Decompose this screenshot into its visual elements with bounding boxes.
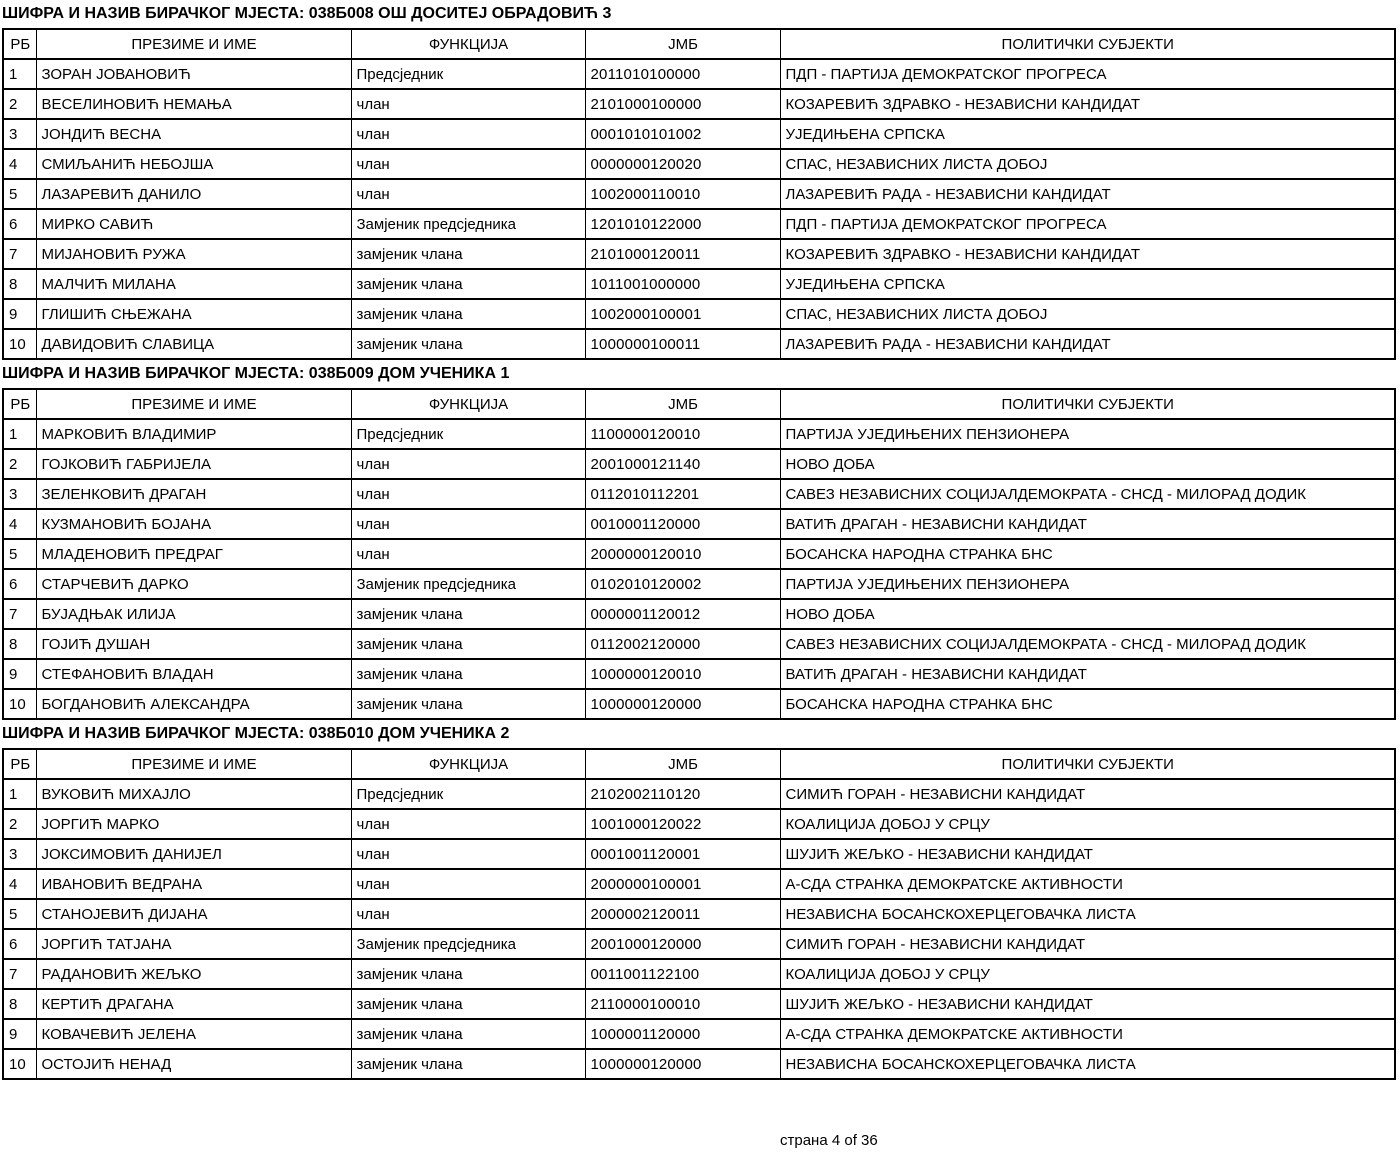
cell-function: замјеник члана — [351, 689, 585, 719]
cell-function: члан — [351, 119, 585, 149]
table-row — [3, 539, 1395, 569]
cell-person-name: ЈОРГИЋ ТАТЈАНА — [36, 929, 351, 959]
jmb-redacted-value: 2001000121140 — [590, 455, 701, 473]
cell-ordinal: 2 — [3, 809, 36, 839]
cell-jmb — [585, 269, 780, 299]
cell-jmb — [585, 419, 780, 449]
cell-ordinal: 10 — [3, 1049, 36, 1079]
cell-political-subject: ШУЈИЋ ЖЕЉКО - НЕЗАВИСНИ КАНДИДАТ — [780, 839, 1395, 869]
jmb-redacted-value: 1000001120000 — [590, 1025, 701, 1043]
cell-ordinal: 9 — [3, 659, 36, 689]
table-row — [3, 1019, 1395, 1049]
cell-person-name: КУЗМАНОВИЋ БОЈАНА — [36, 509, 351, 539]
cell-jmb — [585, 629, 780, 659]
table-row — [3, 629, 1395, 659]
cell-function: Предсједник — [351, 779, 585, 809]
cell-function: замјеник члана — [351, 659, 585, 689]
cell-person-name: СТЕФАНОВИЋ ВЛАДАН — [36, 659, 351, 689]
cell-function: члан — [351, 539, 585, 569]
jmb-redacted-value: 1000000120000 — [590, 1055, 702, 1073]
cell-person-name: РАДАНОВИЋ ЖЕЉКО — [36, 959, 351, 989]
jmb-redacted-value: 2000002120011 — [590, 905, 701, 923]
cell-jmb — [585, 509, 780, 539]
cell-ordinal: 3 — [3, 839, 36, 869]
cell-ordinal: 10 — [3, 329, 36, 359]
cell-person-name: ЈОКСИМОВИЋ ДАНИЈЕЛ — [36, 839, 351, 869]
cell-political-subject: УЈЕДИЊЕНА СРПСКА — [780, 119, 1395, 149]
cell-ordinal: 8 — [3, 629, 36, 659]
table-header-row — [3, 389, 1395, 419]
cell-political-subject: ВАТИЋ ДРАГАН - НЕЗАВИСНИ КАНДИДАТ — [780, 509, 1395, 539]
column-header: ПОЛИТИЧКИ СУБЈЕКТИ — [780, 749, 1395, 779]
cell-ordinal: 6 — [3, 929, 36, 959]
cell-function: замјеник члана — [351, 329, 585, 359]
jmb-redacted-value: 0011001122100 — [590, 965, 700, 983]
cell-function: члан — [351, 479, 585, 509]
sections-container — [2, 0, 1400, 1080]
cell-jmb — [585, 329, 780, 359]
cell-person-name: ЗЕЛЕНКОВИЋ ДРАГАН — [36, 479, 351, 509]
cell-jmb — [585, 299, 780, 329]
column-header: ФУНКЦИЈА — [351, 749, 585, 779]
table-row — [3, 179, 1395, 209]
column-header: РБ — [3, 29, 36, 59]
table-row — [3, 599, 1395, 629]
cell-political-subject: НЕЗАВИСНА БОСАНСКОХЕРЦЕГОВАЧКА ЛИСТА — [780, 1049, 1395, 1079]
cell-person-name: МИЈАНОВИЋ РУЖА — [36, 239, 351, 269]
cell-person-name: БОГДАНОВИЋ АЛЕКСАНДРА — [36, 689, 351, 719]
cell-political-subject: НОВО ДОБА — [780, 599, 1395, 629]
jmb-redacted-value: 1002000100001 — [590, 305, 702, 323]
table-row — [3, 119, 1395, 149]
table-row — [3, 509, 1395, 539]
cell-ordinal: 4 — [3, 509, 36, 539]
cell-ordinal: 3 — [3, 479, 36, 509]
table-row — [3, 689, 1395, 719]
cell-function: члан — [351, 869, 585, 899]
jmb-redacted-value: 1002000110010 — [590, 185, 701, 203]
cell-person-name: СТАРЧЕВИЋ ДАРКО — [36, 569, 351, 599]
jmb-redacted-value: 1000000120010 — [590, 665, 702, 683]
cell-jmb — [585, 209, 780, 239]
jmb-redacted-value: 2011010100000 — [590, 65, 701, 83]
cell-ordinal: 8 — [3, 989, 36, 1019]
cell-ordinal: 5 — [3, 899, 36, 929]
jmb-redacted-value: 1000000100011 — [590, 335, 701, 353]
cell-person-name: ГОЈКОВИЋ ГАБРИЈЕЛА — [36, 449, 351, 479]
column-header: ПОЛИТИЧКИ СУБЈЕКТИ — [780, 29, 1395, 59]
cell-jmb — [585, 899, 780, 929]
cell-function: члан — [351, 899, 585, 929]
cell-jmb — [585, 149, 780, 179]
table-header-row — [3, 749, 1395, 779]
table-row — [3, 569, 1395, 599]
table-row — [3, 239, 1395, 269]
cell-person-name: СТАНОЈЕВИЋ ДИЈАНА — [36, 899, 351, 929]
cell-political-subject: КОАЛИЦИЈА ДОБОЈ У СРЦУ — [780, 959, 1395, 989]
cell-political-subject: БОСАНСКА НАРОДНА СТРАНКА БНС — [780, 539, 1395, 569]
cell-ordinal: 1 — [3, 419, 36, 449]
cell-person-name: ИВАНОВИЋ ВЕДРАНА — [36, 869, 351, 899]
cell-jmb — [585, 539, 780, 569]
cell-ordinal: 7 — [3, 599, 36, 629]
cell-function: Замјеник предсједника — [351, 929, 585, 959]
table-row — [3, 809, 1395, 839]
cell-function: члан — [351, 179, 585, 209]
column-header: ЈМБ — [585, 389, 780, 419]
cell-function: Предсједник — [351, 59, 585, 89]
polling-station-section — [2, 0, 1400, 360]
jmb-redacted-value: 2110000100010 — [590, 995, 701, 1013]
column-header: ФУНКЦИЈА — [351, 389, 585, 419]
cell-ordinal: 9 — [3, 299, 36, 329]
cell-political-subject: СПАС, НЕЗАВИСНИХ ЛИСТА ДОБОЈ — [780, 149, 1395, 179]
cell-political-subject: ЛАЗАРЕВИЋ РАДА - НЕЗАВИСНИ КАНДИДАТ — [780, 179, 1395, 209]
jmb-redacted-value: 2001000120000 — [590, 935, 702, 953]
polling-station-title: ШИФРА И НАЗИВ БИРАЧКОГ МЈЕСТА: 038Б010 ДОМ УЧЕНИКА 2 — [2, 725, 510, 742]
jmb-redacted-value: 0000001120012 — [590, 605, 701, 623]
cell-function: члан — [351, 809, 585, 839]
polling-station-title: ШИФРА И НАЗИВ БИРАЧКОГ МЈЕСТА: 038Б008 ОШ ДОСИТЕЈ ОБРАДОВИЋ 3 — [2, 5, 612, 22]
table-row — [3, 59, 1395, 89]
cell-ordinal: 7 — [3, 959, 36, 989]
cell-political-subject: ПДП - ПАРТИЈА ДЕМОКРАТСКОГ ПРОГРЕСА — [780, 209, 1395, 239]
jmb-redacted-value: 1000000120000 — [590, 695, 702, 713]
cell-jmb — [585, 1049, 780, 1079]
cell-jmb — [585, 959, 780, 989]
jmb-redacted-value: 0112010112201 — [590, 485, 700, 503]
cell-function: замјеник члана — [351, 269, 585, 299]
cell-person-name: ВЕСЕЛИНОВИЋ НЕМАЊА — [36, 89, 351, 119]
cell-political-subject: ПДП - ПАРТИЈА ДЕМОКРАТСКОГ ПРОГРЕСА — [780, 59, 1395, 89]
cell-political-subject: САВЕЗ НЕЗАВИСНИХ СОЦИЈАЛДЕМОКРАТА - СНСД - МИЛОРАД ДОДИК — [780, 629, 1395, 659]
cell-political-subject: НЕЗАВИСНА БОСАНСКОХЕРЦЕГОВАЧКА ЛИСТА — [780, 899, 1395, 929]
cell-political-subject: ПАРТИЈА УЈЕДИЊЕНИХ ПЕНЗИОНЕРА — [780, 419, 1395, 449]
cell-jmb — [585, 779, 780, 809]
cell-political-subject: БОСАНСКА НАРОДНА СТРАНКА БНС — [780, 689, 1395, 719]
committee-table — [2, 28, 1396, 360]
cell-jmb — [585, 839, 780, 869]
committee-table — [2, 388, 1396, 720]
page-footer: страна 4 of 36 — [780, 1132, 878, 1149]
cell-jmb — [585, 599, 780, 629]
cell-jmb — [585, 929, 780, 959]
column-header: РБ — [3, 749, 36, 779]
cell-political-subject: ВАТИЋ ДРАГАН - НЕЗАВИСНИ КАНДИДАТ — [780, 659, 1395, 689]
committee-table — [2, 748, 1396, 1080]
cell-political-subject: СИМИЋ ГОРАН - НЕЗАВИСНИ КАНДИДАТ — [780, 929, 1395, 959]
cell-ordinal: 10 — [3, 689, 36, 719]
cell-jmb — [585, 239, 780, 269]
cell-political-subject: А-СДА СТРАНКА ДЕМОКРАТСКЕ АКТИВНОСТИ — [780, 1019, 1395, 1049]
cell-person-name: ЈОРГИЋ МАРКО — [36, 809, 351, 839]
cell-person-name: ГЛИШИЋ СЊЕЖАНА — [36, 299, 351, 329]
cell-person-name: МАРКОВИЋ ВЛАДИМИР — [36, 419, 351, 449]
cell-political-subject: СИМИЋ ГОРАН - НЕЗАВИСНИ КАНДИДАТ — [780, 779, 1395, 809]
table-row — [3, 899, 1395, 929]
cell-person-name: КЕРТИЋ ДРАГАНА — [36, 989, 351, 1019]
cell-political-subject: ШУЈИЋ ЖЕЉКО - НЕЗАВИСНИ КАНДИДАТ — [780, 989, 1395, 1019]
cell-person-name: КОВАЧЕВИЋ ЈЕЛЕНА — [36, 1019, 351, 1049]
cell-function: члан — [351, 89, 585, 119]
table-row — [3, 1049, 1395, 1079]
cell-jmb — [585, 479, 780, 509]
column-header: ПРЕЗИМЕ И ИМЕ — [36, 389, 351, 419]
cell-person-name: ГОЈИЋ ДУШАН — [36, 629, 351, 659]
cell-person-name: ЛАЗАРЕВИЋ ДАНИЛО — [36, 179, 351, 209]
cell-ordinal: 5 — [3, 539, 36, 569]
cell-ordinal: 2 — [3, 449, 36, 479]
cell-jmb — [585, 119, 780, 149]
cell-function: Предсједник — [351, 419, 585, 449]
cell-function: члан — [351, 839, 585, 869]
cell-ordinal: 9 — [3, 1019, 36, 1049]
jmb-redacted-value: 2000000120010 — [590, 545, 702, 563]
cell-political-subject: НОВО ДОБА — [780, 449, 1395, 479]
cell-ordinal: 6 — [3, 569, 36, 599]
cell-jmb — [585, 689, 780, 719]
cell-function: замјеник члана — [351, 1019, 585, 1049]
cell-function: члан — [351, 449, 585, 479]
cell-person-name: МАЛЧИЋ МИЛАНА — [36, 269, 351, 299]
cell-political-subject: КОЗАРЕВИЋ ЗДРАВКО - НЕЗАВИСНИ КАНДИДАТ — [780, 239, 1395, 269]
jmb-redacted-value: 1001000120022 — [590, 815, 702, 833]
jmb-redacted-value: 0102010120002 — [590, 575, 702, 593]
table-row — [3, 869, 1395, 899]
cell-political-subject: ПАРТИЈА УЈЕДИЊЕНИХ ПЕНЗИОНЕРА — [780, 569, 1395, 599]
cell-person-name: МИРКО САВИЋ — [36, 209, 351, 239]
cell-jmb — [585, 989, 780, 1019]
cell-political-subject: УЈЕДИЊЕНА СРПСКА — [780, 269, 1395, 299]
column-header: ЈМБ — [585, 29, 780, 59]
column-header: ПРЕЗИМЕ И ИМЕ — [36, 749, 351, 779]
cell-person-name: ВУКОВИЋ МИХАЈЛО — [36, 779, 351, 809]
cell-function: замјеник члана — [351, 989, 585, 1019]
cell-ordinal: 1 — [3, 779, 36, 809]
column-header: ЈМБ — [585, 749, 780, 779]
polling-station-section — [2, 720, 1400, 1080]
cell-jmb — [585, 659, 780, 689]
cell-political-subject: ЛАЗАРЕВИЋ РАДА - НЕЗАВИСНИ КАНДИДАТ — [780, 329, 1395, 359]
table-row — [3, 929, 1395, 959]
cell-ordinal: 4 — [3, 869, 36, 899]
jmb-redacted-value: 1011001000000 — [590, 275, 701, 293]
cell-person-name: СМИЉАНИЋ НЕБОЈША — [36, 149, 351, 179]
cell-function: замјеник члана — [351, 239, 585, 269]
cell-person-name: ОСТОЈИЋ НЕНАД — [36, 1049, 351, 1079]
cell-jmb — [585, 449, 780, 479]
polling-station-section — [2, 360, 1400, 720]
cell-jmb — [585, 869, 780, 899]
table-row — [3, 209, 1395, 239]
jmb-redacted-value: 0010001120000 — [590, 515, 701, 533]
cell-function: члан — [351, 509, 585, 539]
cell-jmb — [585, 179, 780, 209]
cell-ordinal: 2 — [3, 89, 36, 119]
jmb-redacted-value: 0001010101002 — [590, 125, 702, 143]
table-row — [3, 959, 1395, 989]
table-row — [3, 299, 1395, 329]
cell-jmb — [585, 89, 780, 119]
cell-ordinal: 1 — [3, 59, 36, 89]
table-row — [3, 149, 1395, 179]
cell-political-subject: А-СДА СТРАНКА ДЕМОКРАТСКЕ АКТИВНОСТИ — [780, 869, 1395, 899]
jmb-redacted-value: 0112002120000 — [590, 635, 701, 653]
cell-ordinal: 8 — [3, 269, 36, 299]
cell-political-subject: КОАЛИЦИЈА ДОБОЈ У СРЦУ — [780, 809, 1395, 839]
cell-function: замјеник члана — [351, 1049, 585, 1079]
cell-ordinal: 6 — [3, 209, 36, 239]
jmb-redacted-value: 2101000100000 — [590, 95, 702, 113]
cell-political-subject: СПАС, НЕЗАВИСНИХ ЛИСТА ДОБОЈ — [780, 299, 1395, 329]
jmb-redacted-value: 0000000120020 — [590, 155, 702, 173]
cell-function: члан — [351, 149, 585, 179]
cell-person-name: МЛАДЕНОВИЋ ПРЕДРАГ — [36, 539, 351, 569]
cell-person-name: ЈОНДИЋ ВЕСНА — [36, 119, 351, 149]
cell-jmb — [585, 1019, 780, 1049]
table-row — [3, 329, 1395, 359]
cell-ordinal: 5 — [3, 179, 36, 209]
polling-station-title: ШИФРА И НАЗИВ БИРАЧКОГ МЈЕСТА: 038Б009 ДОМ УЧЕНИКА 1 — [2, 365, 510, 382]
cell-person-name: ДАВИДОВИЋ СЛАВИЦА — [36, 329, 351, 359]
cell-function: замјеник члана — [351, 599, 585, 629]
cell-ordinal: 4 — [3, 149, 36, 179]
cell-function: замјеник члана — [351, 299, 585, 329]
cell-function: замјеник члана — [351, 629, 585, 659]
table-row — [3, 89, 1395, 119]
table-header-row — [3, 29, 1395, 59]
cell-function: Замјеник предсједника — [351, 209, 585, 239]
column-header: ПОЛИТИЧКИ СУБЈЕКТИ — [780, 389, 1395, 419]
cell-jmb — [585, 809, 780, 839]
cell-function: замјеник члана — [351, 959, 585, 989]
cell-ordinal: 3 — [3, 119, 36, 149]
jmb-redacted-value: 1100000120010 — [590, 425, 701, 443]
table-row — [3, 269, 1395, 299]
table-row — [3, 989, 1395, 1019]
cell-ordinal: 7 — [3, 239, 36, 269]
table-row — [3, 839, 1395, 869]
column-header: ФУНКЦИЈА — [351, 29, 585, 59]
cell-political-subject: КОЗАРЕВИЋ ЗДРАВКО - НЕЗАВИСНИ КАНДИДАТ — [780, 89, 1395, 119]
jmb-redacted-value: 1201010122000 — [590, 215, 702, 233]
cell-jmb — [585, 569, 780, 599]
table-row — [3, 449, 1395, 479]
column-header: ПРЕЗИМЕ И ИМЕ — [36, 29, 351, 59]
jmb-redacted-value: 2000000100001 — [590, 875, 702, 893]
cell-person-name: БУЈАДЊАК ИЛИЈА — [36, 599, 351, 629]
cell-jmb — [585, 59, 780, 89]
jmb-redacted-value: 2101000120011 — [590, 245, 701, 263]
cell-function: Замјеник предсједника — [351, 569, 585, 599]
table-row — [3, 779, 1395, 809]
jmb-redacted-value: 0001001120001 — [590, 845, 701, 863]
cell-person-name: ЗОРАН ЈОВАНОВИЋ — [36, 59, 351, 89]
table-row — [3, 419, 1395, 449]
table-row — [3, 659, 1395, 689]
jmb-redacted-value: 2102002110120 — [590, 785, 701, 803]
table-row — [3, 479, 1395, 509]
cell-political-subject: САВЕЗ НЕЗАВИСНИХ СОЦИЈАЛДЕМОКРАТА - СНСД - МИЛОРАД ДОДИК — [780, 479, 1395, 509]
column-header: РБ — [3, 389, 36, 419]
